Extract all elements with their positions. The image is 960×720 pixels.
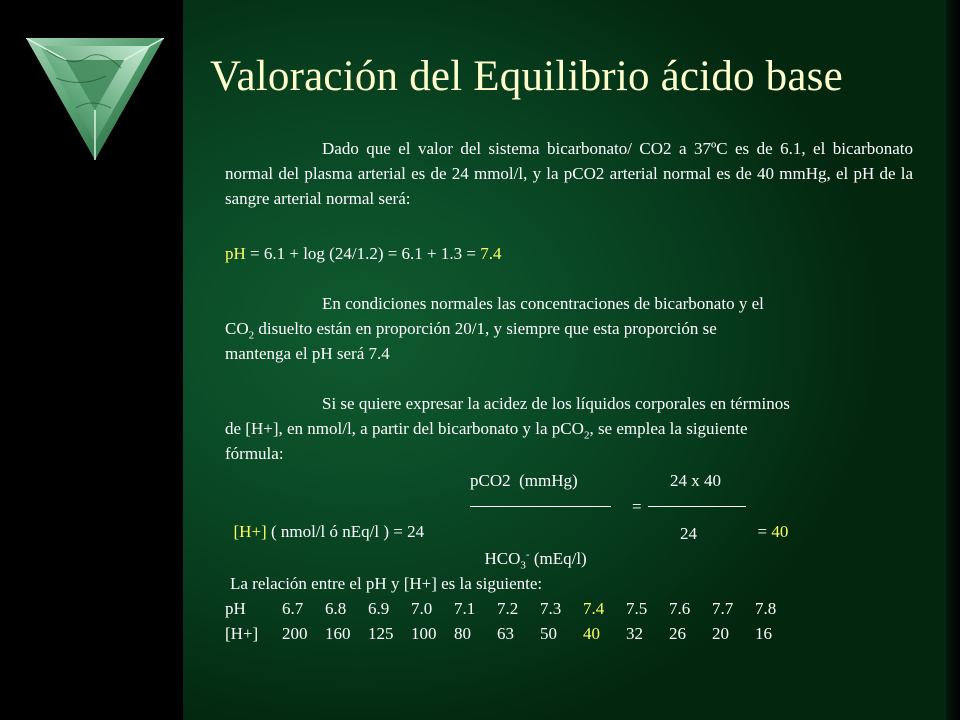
ph-row-cell: 7.6 [669,598,691,618]
ph-row-label: pH [225,598,246,618]
equation-ph-result: 7.4 [480,244,502,263]
h-row-cell: 16 [755,623,772,643]
paragraph-2-line-3: mantenga el pH será 7.4 [225,344,390,363]
h-row-label: [H+] [225,623,259,643]
ph-h-table [225,596,785,646]
formula-denominator-1: $HCO_3^-$ (mEq/l) [484,548,587,572]
right-bar [946,0,960,720]
marble-triangle-icon [26,38,164,160]
h-row-cell: 20 [712,623,729,643]
ph-row-cell: 7.5 [626,598,648,618]
h-row-cell: 100 [411,623,437,643]
h-row-cell: 160 [325,623,351,643]
ph-row-cell: 6.7 [282,598,304,618]
fraction-line-2 [648,506,746,507]
paragraph-2-line-2: $CO_2$ disuelto están en proporción 20/1, y siempre que esta proporción se [225,319,717,342]
formula-lhs-h: [H+] [233,522,267,541]
ph-row-cell: 7.2 [497,598,519,618]
h-row-cell: 125 [368,623,394,643]
ph-row-cell: 7.4 [583,598,605,618]
formula-numerator-2: 24 x 40 [670,471,721,490]
ph-row-cell: 7.0 [411,598,433,618]
h-row-cell: 50 [540,623,557,643]
paragraph-3-line-1: Si se quiere expresar la acidez de los líquidos corporales en términos [322,394,790,413]
h-row-cell: 200 [282,623,308,643]
paragraph-3-line-3: fórmula: [225,444,284,463]
formula-result: = 40 [757,522,789,541]
h-row-cell: 32 [626,623,643,643]
ph-row-cell: 7.3 [540,598,562,618]
formula-numerator-1: pCO2 (mmHg) [470,471,578,490]
formula-equals: = [632,497,642,516]
equation-ph-label: pH [225,244,246,263]
equation-ph [225,241,905,266]
formula-lhs: [H+] ( nmol/l ó nEq/l ) = 24 [233,522,425,541]
h-row-cell: 40 [583,623,600,643]
ph-row-cell: 7.1 [454,598,476,618]
relation-text: La relación entre el pH y [H+] es la siguiente: [230,574,543,593]
fraction-line-1 [470,506,611,507]
paragraph-1: Dado que el valor del sistema bicarbonato/ CO2 a 37ºC es de 6.1, el bicarbonato normal del plasma arterial es de 24 mmol/l, y la pCO2 arterial normal es de 40 mmHg, el pH de la sangre arterial normal será: [225,139,913,208]
ph-row [225,596,785,621]
ph-row-cell: 7.8 [755,598,777,618]
h-row-cell: 63 [497,623,514,643]
slide-title: Valoración del Equilibrio ácido base [210,53,843,100]
paragraph-2-line-1: En condiciones normales las concentraciones de bicarbonato y el [322,294,764,313]
paragraph-3-line-2: de [H+], en nmol/l, a partir del bicarbonato y la pCO$_2$, se emplea la siguiente [225,419,748,442]
formula-denominator-2: 24 [680,524,697,543]
h-row [225,621,785,646]
h-row-cell: 26 [669,623,686,643]
ph-row-cell: 6.8 [325,598,347,618]
ph-row-cell: 6.9 [368,598,390,618]
ph-row-cell: 7.7 [712,598,734,618]
h-row-cell: 80 [454,623,471,643]
equation-ph-body: = 6.1 + log (24/1.2) = 6.1 + 1.3 = [245,244,481,263]
